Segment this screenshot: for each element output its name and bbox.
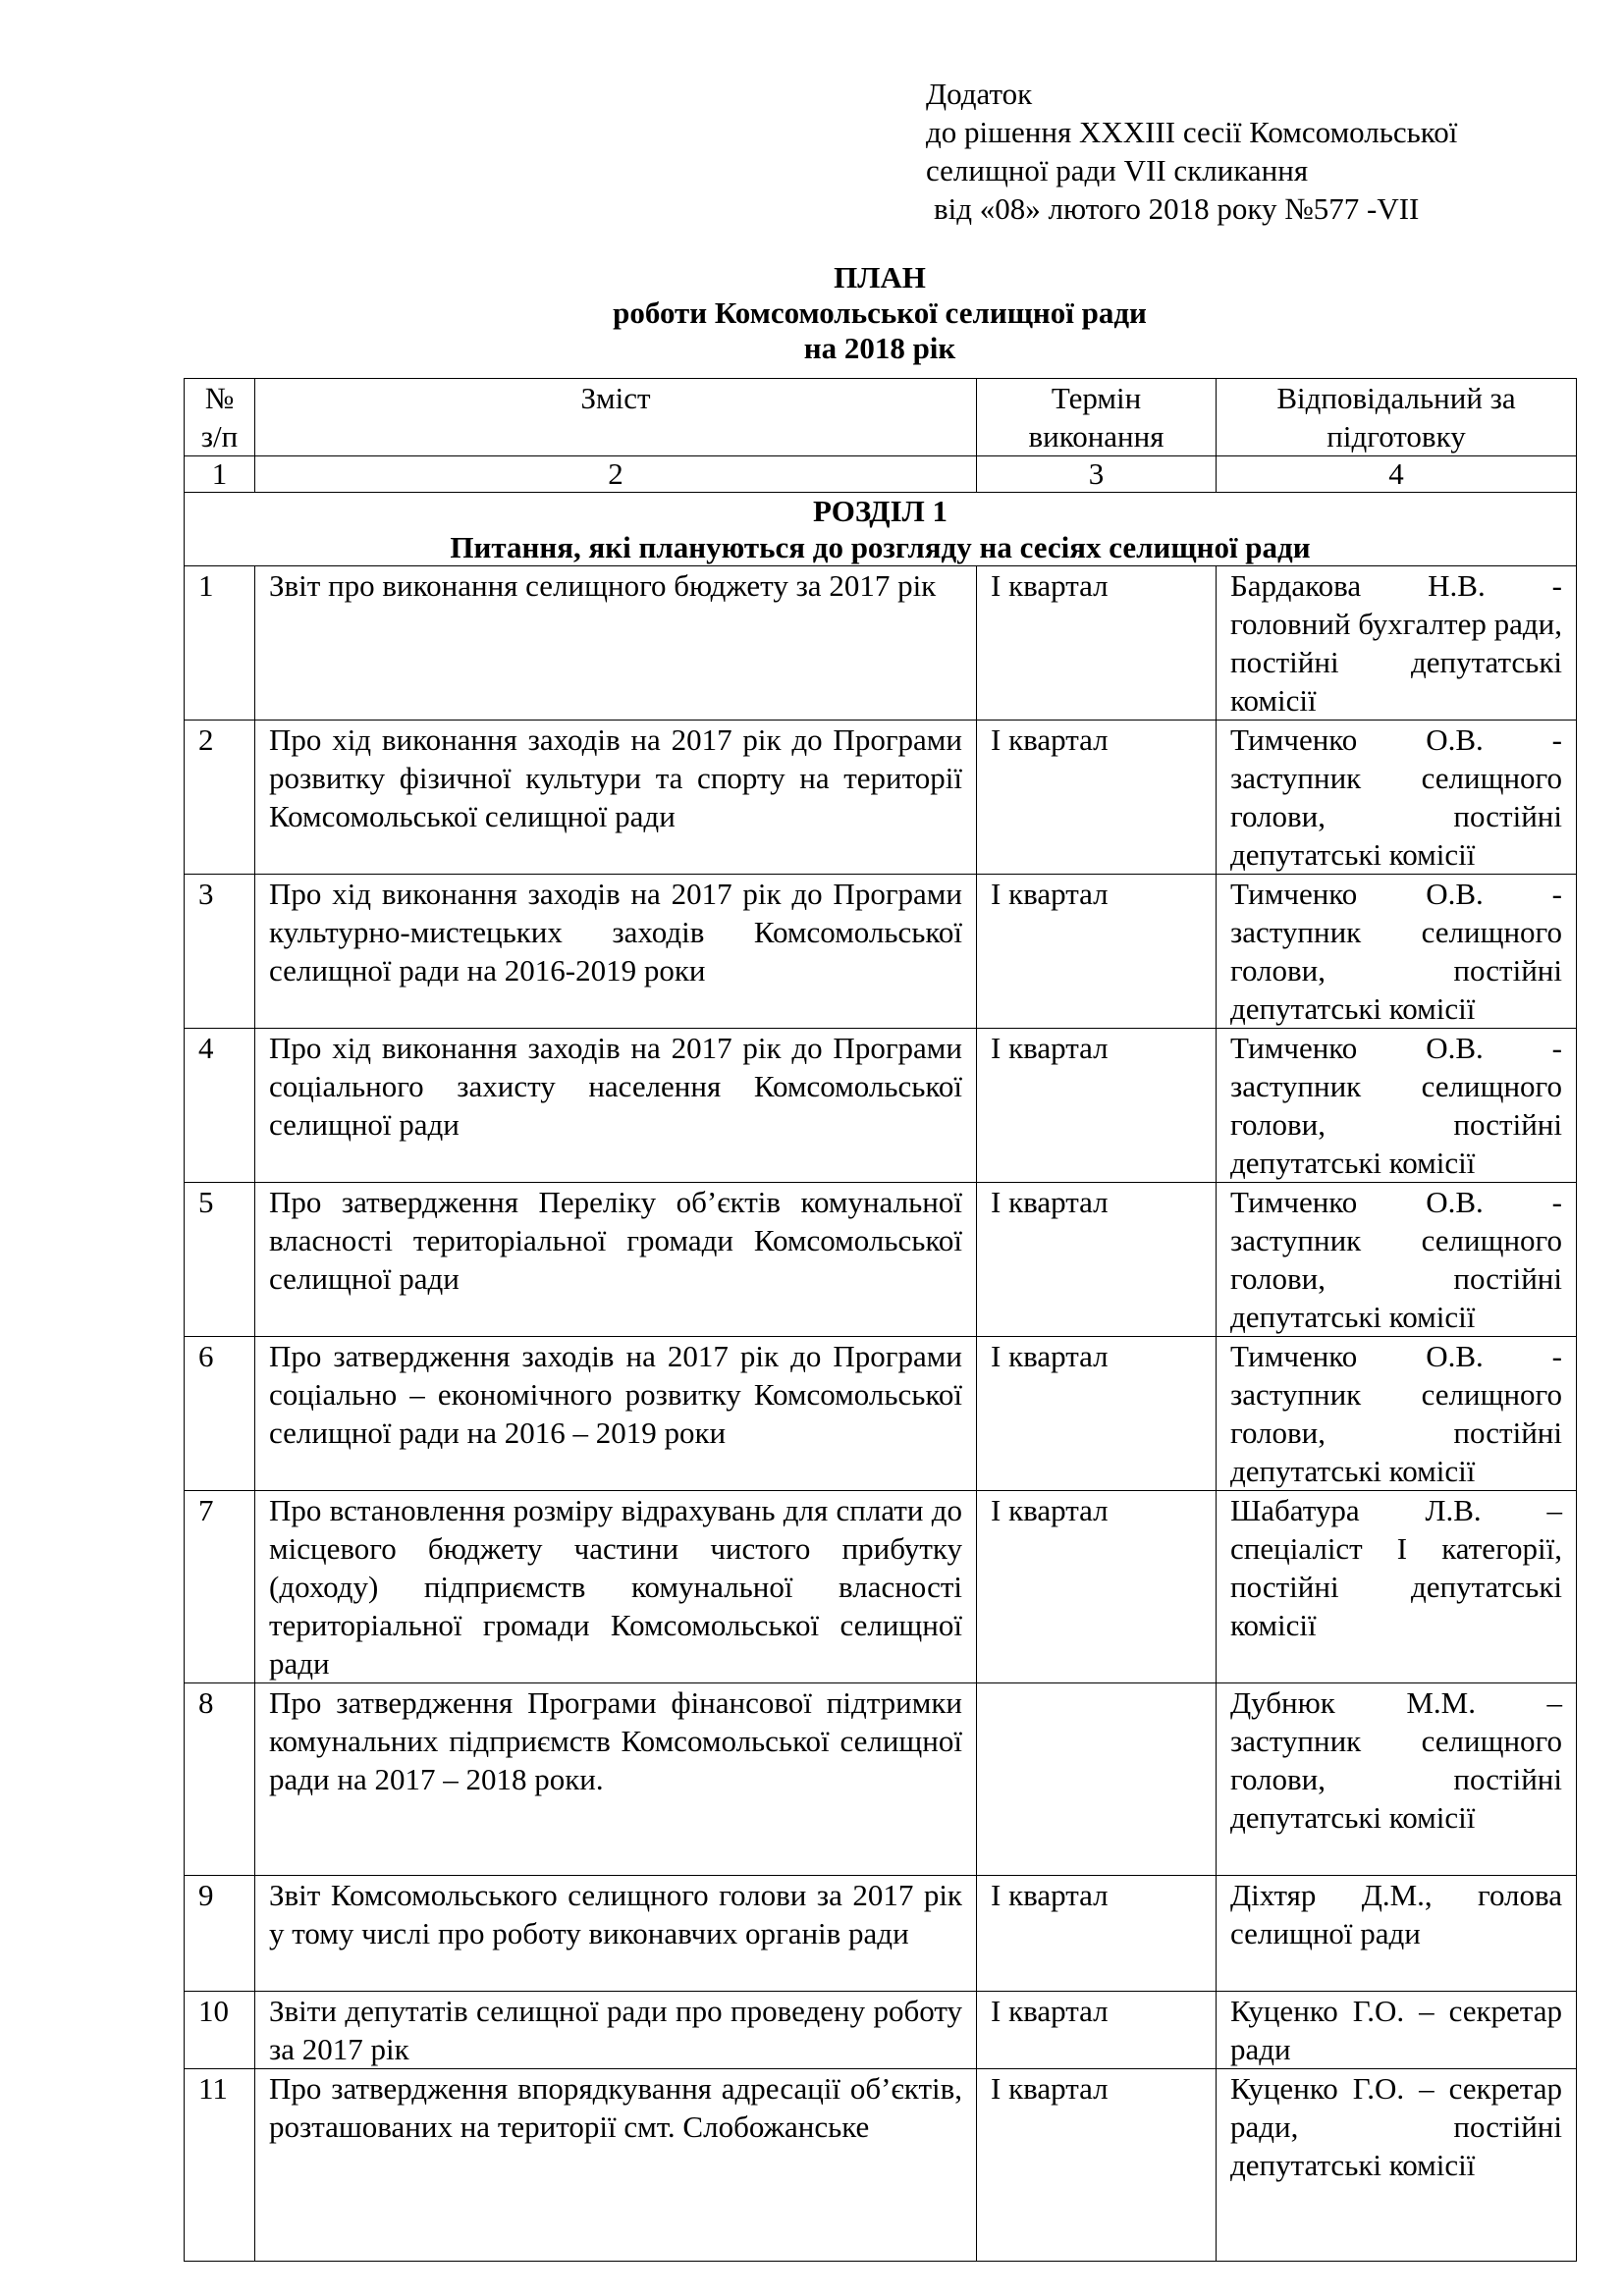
row-number: 11	[185, 2069, 255, 2262]
row-number: 10	[185, 1992, 255, 2069]
table-row	[185, 1183, 1577, 1337]
row-content: Про хід виконання заходів на 2017 рік до Програми культурно-мистецьких заходів Комсомольської селищної ради на 2016-2019 роки	[255, 875, 977, 1029]
row-number: 8	[185, 1683, 255, 1876]
row-responsible: Тимченко О.В. - заступник селищного голови, постійні депутатські комісії	[1217, 1183, 1577, 1337]
row-number: 5	[185, 1183, 255, 1337]
row-content: Про затвердження заходів на 2017 рік до Програми соціально – економічного розвитку Комсомольської селищної ради на 2016 – 2019 роки	[255, 1337, 977, 1491]
row-content: Про затвердження Програми фінансової підтримки комунальних підприємств Комсомольської селищної ради на 2017 – 2018 роки.	[255, 1683, 977, 1876]
row-term: І квартал	[977, 566, 1217, 721]
column-number: 1	[185, 456, 255, 493]
row-term: І квартал	[977, 1992, 1217, 2069]
row-content: Звіт про виконання селищного бюджету за 2017 рік	[255, 566, 977, 721]
annex-line: селищної ради VII скликання	[926, 153, 1309, 187]
table-header-row	[185, 379, 1577, 456]
column-number: 4	[1217, 456, 1577, 493]
row-responsible: Дубнюк М.М. – заступник селищного голови, постійні депутатські комісії	[1217, 1683, 1577, 1876]
row-number: 1	[185, 566, 255, 721]
annex-line: від «08» лютого 2018 року №577 -VII	[934, 191, 1420, 226]
row-content: Про хід виконання заходів на 2017 рік до Програми розвитку фізичної культури та спорту на території Комсомольської селищної ради	[255, 721, 977, 875]
section-title: Питання, які плануються до розгляду на сесіях селищної ради	[450, 530, 1311, 564]
row-term: І квартал	[977, 1491, 1217, 1683]
document-title-block	[184, 260, 1576, 366]
row-responsible: Куценко Г.О. – секретар ради, постійні депутатські комісії	[1217, 2069, 1577, 2262]
table-row	[185, 1992, 1577, 2069]
column-number-row	[185, 456, 1577, 493]
row-responsible: Діхтяр Д.М., голова селищної ради	[1217, 1876, 1577, 1992]
row-term: І квартал	[977, 1337, 1217, 1491]
annex-line: Додаток	[926, 77, 1033, 111]
section-name: РОЗДІЛ 1	[812, 494, 948, 528]
row-term: І квартал	[977, 1183, 1217, 1337]
row-number: 2	[185, 721, 255, 875]
table-row	[185, 566, 1577, 721]
row-number: 4	[185, 1029, 255, 1183]
annex-block	[926, 75, 1574, 228]
row-responsible: Тимченко О.В. - заступник селищного голови, постійні депутатські комісії	[1217, 875, 1577, 1029]
header-num: № з/п	[185, 379, 255, 456]
table-row	[185, 721, 1577, 875]
row-term: І квартал	[977, 1029, 1217, 1183]
plan-table	[184, 378, 1577, 2262]
row-content: Про встановлення розміру відрахувань для сплати до місцевого бюджету частини чистого прибутку (доходу) підприємств комунальної власності територіальної громади Комсомольської селищної ради	[255, 1491, 977, 1683]
document-year: на 2018 рік	[803, 331, 956, 365]
header-term: Термін виконання	[977, 379, 1217, 456]
row-responsible: Тимченко О.В. - заступник селищного голови, постійні депутатські комісії	[1217, 721, 1577, 875]
document-title: ПЛАН	[834, 260, 926, 294]
row-number: 9	[185, 1876, 255, 1992]
row-term: І квартал	[977, 1876, 1217, 1992]
row-responsible: Тимченко О.В. - заступник селищного голови, постійні депутатські комісії	[1217, 1029, 1577, 1183]
row-content: Про хід виконання заходів на 2017 рік до Програми соціального захисту населення Комсомольської селищної ради	[255, 1029, 977, 1183]
annex-line: до рішення XXXIII сесії Комсомольської	[926, 115, 1458, 149]
row-number: 7	[185, 1491, 255, 1683]
row-content: Звіти депутатів селищної ради про проведену роботу за 2017 рік	[255, 1992, 977, 2069]
section-header-row	[185, 493, 1577, 566]
table-row	[185, 2069, 1577, 2262]
table-row	[185, 1337, 1577, 1491]
section-header-cell	[185, 493, 1577, 566]
row-content: Про затвердження впорядкування адресації об’єктів, розташованих на території смт. Слобожанське	[255, 2069, 977, 2262]
table-row	[185, 1876, 1577, 1992]
row-responsible: Куценко Г.О. – секретар ради	[1217, 1992, 1577, 2069]
row-content: Про затвердження Переліку об’єктів комунальної власності територіальної громади Комсомольської селищної ради	[255, 1183, 977, 1337]
row-term: І квартал	[977, 721, 1217, 875]
row-term	[977, 1683, 1217, 1876]
row-responsible: Бардакова Н.В. - головний бухгалтер ради, постійні депутатські комісії	[1217, 566, 1577, 721]
column-number: 3	[977, 456, 1217, 493]
document-subtitle: роботи Комсомольської селищної ради	[613, 295, 1147, 330]
header-resp: Відповідальний за підготовку	[1217, 379, 1577, 456]
table-row	[185, 1683, 1577, 1876]
header-content: Зміст	[255, 379, 977, 456]
table-row	[185, 1029, 1577, 1183]
row-responsible: Тимченко О.В. - заступник селищного голови, постійні депутатські комісії	[1217, 1337, 1577, 1491]
row-content: Звіт Комсомольського селищного голови за 2017 рік у тому числі про роботу виконавчих органів ради	[255, 1876, 977, 1992]
row-number: 6	[185, 1337, 255, 1491]
table-row	[185, 875, 1577, 1029]
row-responsible: Шабатура Л.В. – спеціаліст І категорії, постійні депутатські комісії	[1217, 1491, 1577, 1683]
row-number: 3	[185, 875, 255, 1029]
row-term: І квартал	[977, 875, 1217, 1029]
column-number: 2	[255, 456, 977, 493]
table-row	[185, 1491, 1577, 1683]
row-term: І квартал	[977, 2069, 1217, 2262]
